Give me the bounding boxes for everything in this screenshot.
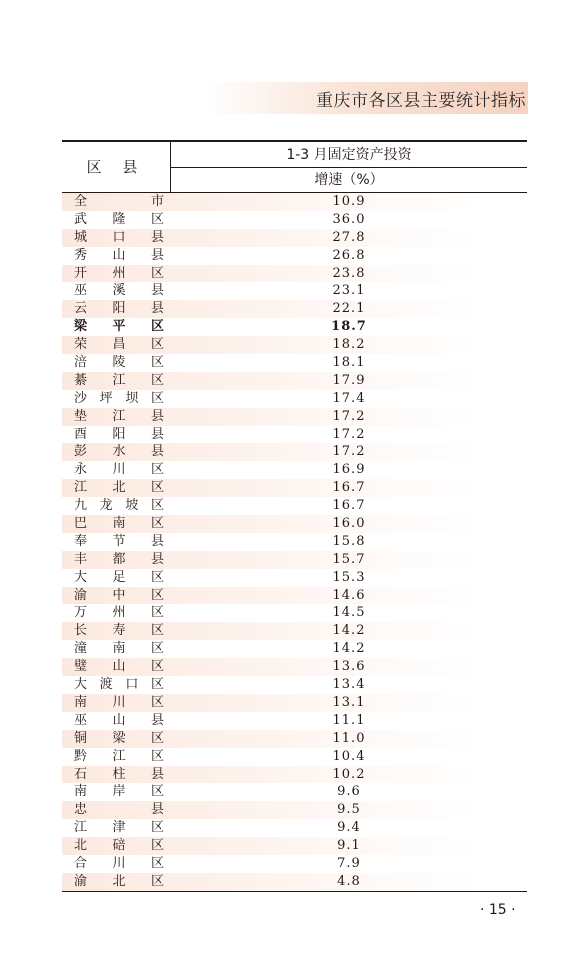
region-name-char: 渡: [99, 677, 113, 693]
table-row: [62, 426, 527, 444]
growth-value: 26.8: [332, 247, 366, 263]
table-row: [62, 265, 527, 283]
table-row: [62, 801, 527, 819]
region-name-char: 节: [112, 533, 126, 549]
table-row: [62, 211, 527, 229]
unit-column-header: 增速（%）: [314, 172, 384, 188]
region-name-char: 南: [112, 516, 126, 532]
growth-value: 23.8: [332, 265, 366, 281]
region-name-char: 寿: [112, 623, 126, 639]
region-name-char: 云: [74, 301, 88, 317]
region-name: [74, 372, 164, 390]
region-name: [74, 658, 164, 676]
region-name: [74, 336, 164, 354]
region-name: [74, 193, 164, 211]
growth-value: 9.1: [337, 838, 361, 854]
region-name-char: 区: [151, 641, 165, 657]
region-name-char: 垫: [74, 408, 88, 424]
growth-value: 13.1: [332, 694, 366, 710]
growth-value: 9.6: [337, 784, 361, 800]
growth-value: 14.5: [332, 605, 366, 621]
region-name-char: 县: [151, 408, 165, 424]
region-name-char: 阳: [112, 426, 126, 442]
region-name: [74, 497, 164, 515]
region-name-char: 区: [151, 337, 165, 353]
region-name-char: 北: [112, 480, 126, 496]
table-row: [62, 515, 527, 533]
region-name: [74, 748, 164, 766]
growth-value: 17.2: [332, 426, 366, 442]
region-name-char: 大: [74, 677, 88, 693]
region-name: [74, 604, 164, 622]
region-name-char: 足: [112, 569, 126, 585]
region-name: [74, 801, 164, 819]
growth-value: 18.7: [331, 319, 367, 335]
region-name-char: 彭: [74, 444, 88, 460]
region-name-char: 县: [151, 712, 165, 728]
region-name-char: 川: [112, 855, 126, 871]
region-name-char: 陵: [112, 355, 126, 371]
region-name-char: 州: [112, 605, 126, 621]
region-name-char: 北: [74, 838, 88, 854]
growth-value: 17.9: [332, 372, 366, 388]
region-name: [74, 426, 164, 444]
region-name-char: 江: [112, 408, 126, 424]
table-row: [62, 622, 527, 640]
region-name-char: 涪: [74, 355, 88, 371]
region-name-char: 区: [151, 855, 165, 871]
region-name: [74, 354, 164, 372]
region-name: [74, 282, 164, 300]
table-row: [62, 569, 527, 587]
region-name-char: 区: [151, 730, 165, 746]
growth-value: 36.0: [332, 211, 366, 227]
region-name-char: 区: [151, 587, 165, 603]
region-name-char: 区: [151, 319, 165, 335]
region-name-char: [113, 801, 126, 819]
growth-value: 4.8: [337, 873, 361, 889]
table-row: [62, 587, 527, 605]
growth-value: 16.9: [332, 462, 366, 478]
region-name: [74, 730, 164, 748]
region-name-char: 忠: [74, 802, 88, 818]
region-name-char: 潼: [74, 641, 88, 657]
region-name: [74, 783, 164, 801]
region-name-char: 碚: [112, 838, 126, 854]
growth-value: 11.1: [332, 712, 366, 728]
growth-value: 10.2: [332, 766, 366, 782]
region-name-char: 江: [112, 748, 126, 764]
region-name-char: 县: [151, 444, 165, 460]
region-name-char: 坡: [125, 498, 139, 514]
table-row: [62, 694, 527, 712]
region-name: [74, 265, 164, 283]
region-name-char: 坪: [99, 390, 113, 406]
region-name-char: 平: [112, 319, 126, 335]
growth-value: 18.1: [332, 355, 366, 371]
region-name: [74, 873, 164, 891]
region-name-char: 铜: [74, 730, 88, 746]
region-name-char: 津: [112, 820, 126, 836]
region-name: [74, 247, 164, 265]
region-name-char: 区: [151, 838, 165, 854]
region-name-char: 柱: [112, 766, 126, 782]
region-name-char: 区: [151, 873, 165, 889]
table-row: [62, 533, 527, 551]
region-name-char: 区: [151, 659, 165, 675]
region-name-char: 全: [74, 194, 88, 209]
region-name-char: 昌: [112, 337, 126, 353]
region-column-header: [62, 142, 171, 192]
region-name-char: 区: [151, 605, 165, 621]
page-title: 重庆市各区县主要统计指标: [316, 91, 526, 111]
region-name: [74, 676, 164, 694]
table-row: [62, 640, 527, 658]
growth-value: 17.4: [332, 390, 366, 406]
growth-value: 16.7: [332, 498, 366, 514]
region-name-char: 渝: [74, 873, 88, 889]
region-name-char: 区: [151, 516, 165, 532]
table-row: [62, 783, 527, 801]
table-row: [62, 443, 527, 461]
region-name: [74, 569, 164, 587]
growth-value: 22.1: [332, 301, 366, 317]
region-name-char: 梁: [112, 730, 126, 746]
table-row: [62, 479, 527, 497]
region-name-char: 巴: [74, 516, 88, 532]
table-row: [62, 318, 527, 336]
table-row: [62, 354, 527, 372]
table-row: [62, 408, 527, 426]
table-bottom-rule: [62, 891, 527, 892]
region-name: [74, 640, 164, 658]
region-name: [74, 300, 164, 318]
table-row: [62, 658, 527, 676]
region-name-char: 山: [112, 247, 126, 263]
table-row: [62, 855, 527, 873]
region-name-char: 区: [150, 677, 164, 693]
region-name-char: 长: [74, 623, 88, 639]
indicator-column-header: 1-3 月固定资产投资: [171, 142, 527, 168]
region-name-char: 县: [151, 247, 165, 263]
table-row: [62, 372, 527, 390]
table-row: [62, 390, 527, 408]
region-name-char: 区: [150, 498, 164, 514]
growth-value: 15.3: [332, 569, 366, 585]
table-row: [62, 229, 527, 247]
region-name: [74, 855, 164, 873]
region-name-char: 奉: [74, 533, 88, 549]
region-name-char: 川: [112, 694, 126, 710]
table-row: [62, 730, 527, 748]
growth-value: 9.4: [337, 820, 361, 836]
region-name-char: 市: [151, 194, 165, 209]
growth-value: 14.6: [332, 587, 366, 603]
region-name-char: 县: [151, 301, 165, 317]
region-name: [74, 515, 164, 533]
table-row: [62, 461, 527, 479]
region-name: [74, 408, 164, 426]
region-name-char: [113, 193, 126, 211]
region-name-char: 区: [151, 480, 165, 496]
region-name-char: 綦: [74, 372, 88, 388]
growth-value: 27.8: [332, 229, 366, 245]
growth-value: 17.2: [332, 408, 366, 424]
region-name-char: 秀: [74, 247, 88, 263]
region-name: [74, 819, 164, 837]
region-name-char: 县: [151, 551, 165, 567]
region-name-char: 璧: [74, 659, 88, 675]
region-name: [74, 837, 164, 855]
region-name-char: 区: [151, 569, 165, 585]
growth-value: 14.2: [332, 641, 366, 657]
region-name: [74, 587, 164, 605]
region-name-char: 州: [112, 265, 126, 281]
table-row: [62, 282, 527, 300]
region-name-char: 坝: [125, 390, 139, 406]
region-name-char: 渝: [74, 587, 88, 603]
region-name-char: 荣: [74, 337, 88, 353]
growth-value: 7.9: [337, 855, 361, 871]
table-row: [62, 766, 527, 784]
region-name: [74, 461, 164, 479]
table-row: [62, 712, 527, 730]
region-name-char: 龙: [99, 498, 113, 514]
region-name: [74, 229, 164, 247]
region-name-char: 沙: [74, 390, 88, 406]
region-name-char: 区: [151, 211, 165, 227]
region-name-char: 南: [112, 641, 126, 657]
region-name-char: 丰: [74, 551, 88, 567]
region-name-char: 县: [151, 766, 165, 782]
region-name-char: 区: [151, 372, 165, 388]
region-name: [74, 479, 164, 497]
growth-value: 18.2: [332, 337, 366, 353]
region-name: [74, 390, 164, 408]
region-name-char: 区: [151, 694, 165, 710]
region-name-char: 岸: [112, 784, 126, 800]
region-name-char: 巫: [74, 283, 88, 299]
region-name-char: 城: [74, 229, 88, 245]
region-name-char: 黔: [74, 748, 88, 764]
table-row: [62, 748, 527, 766]
region-name-char: 水: [112, 444, 126, 460]
table-row: [62, 873, 527, 891]
region-name-char: 梁: [74, 319, 88, 335]
region-name-char: 区: [151, 462, 165, 478]
region-name-char: 江: [74, 820, 88, 836]
region-name-char: 区: [151, 820, 165, 836]
growth-value: 10.4: [332, 748, 366, 764]
region-name-char: 县: [151, 802, 165, 818]
table-row: [62, 336, 527, 354]
table-row: [62, 497, 527, 515]
growth-value: 23.1: [332, 283, 366, 299]
table-row: [62, 300, 527, 318]
region-name-char: 区: [151, 355, 165, 371]
region-column-label: 区 县: [86, 158, 146, 176]
region-name-char: 口: [125, 677, 139, 693]
growth-value: 13.6: [332, 659, 366, 675]
region-name-char: 区: [151, 623, 165, 639]
growth-value: 15.7: [332, 551, 366, 567]
region-name-char: 石: [74, 766, 88, 782]
region-name-char: 川: [112, 462, 126, 478]
table-body: [62, 193, 527, 891]
region-name-char: 都: [112, 551, 126, 567]
region-name-char: 大: [74, 569, 88, 585]
growth-value: 16.7: [332, 480, 366, 496]
growth-value: 9.5: [337, 802, 361, 818]
region-name-char: 江: [74, 480, 88, 496]
table-row: [62, 819, 527, 837]
table-row: [62, 676, 527, 694]
table-row: [62, 247, 527, 265]
region-name-char: 开: [74, 265, 88, 281]
region-name: [74, 622, 164, 640]
region-name-char: 南: [74, 784, 88, 800]
region-name: [74, 712, 164, 730]
page-number: · 15 ·: [480, 902, 516, 918]
region-name-char: 区: [150, 390, 164, 406]
region-name-char: 区: [151, 748, 165, 764]
region-name-char: 武: [74, 211, 88, 227]
region-name: [74, 443, 164, 461]
region-name-char: 合: [74, 855, 88, 871]
region-name-char: 巫: [74, 712, 88, 728]
growth-value: 16.0: [332, 516, 366, 532]
region-name-char: 酉: [74, 426, 88, 442]
region-name-char: 万: [74, 605, 88, 621]
region-name: [74, 318, 164, 336]
growth-value: 10.9: [332, 194, 366, 209]
table-row: [62, 837, 527, 855]
region-name-char: 江: [112, 372, 126, 388]
region-name-char: 山: [112, 712, 126, 728]
region-name-char: 中: [112, 587, 126, 603]
growth-value: 11.0: [332, 730, 366, 746]
growth-value: 14.2: [332, 623, 366, 639]
region-name: [74, 766, 164, 784]
growth-value: 13.4: [332, 677, 366, 693]
region-name-char: 口: [112, 229, 126, 245]
region-name-char: 阳: [112, 301, 126, 317]
region-name-char: 北: [112, 873, 126, 889]
region-name: [74, 551, 164, 569]
region-name-char: 县: [151, 426, 165, 442]
growth-value: 15.8: [332, 533, 366, 549]
table-row: [62, 193, 527, 211]
region-name-char: 山: [112, 659, 126, 675]
region-name-char: 县: [151, 229, 165, 245]
region-name-char: 县: [151, 283, 165, 299]
region-name-char: 九: [74, 498, 88, 514]
region-name-char: 区: [151, 265, 165, 281]
table-row: [62, 551, 527, 569]
region-name-char: 永: [74, 462, 88, 478]
region-name-char: 隆: [112, 211, 126, 227]
growth-value: 17.2: [332, 444, 366, 460]
table-row: [62, 604, 527, 622]
region-name: [74, 211, 164, 229]
region-name-char: 区: [151, 784, 165, 800]
region-name: [74, 533, 164, 551]
region-name-char: 南: [74, 694, 88, 710]
region-name-char: 溪: [112, 283, 126, 299]
region-name: [74, 694, 164, 712]
region-name-char: 县: [151, 533, 165, 549]
